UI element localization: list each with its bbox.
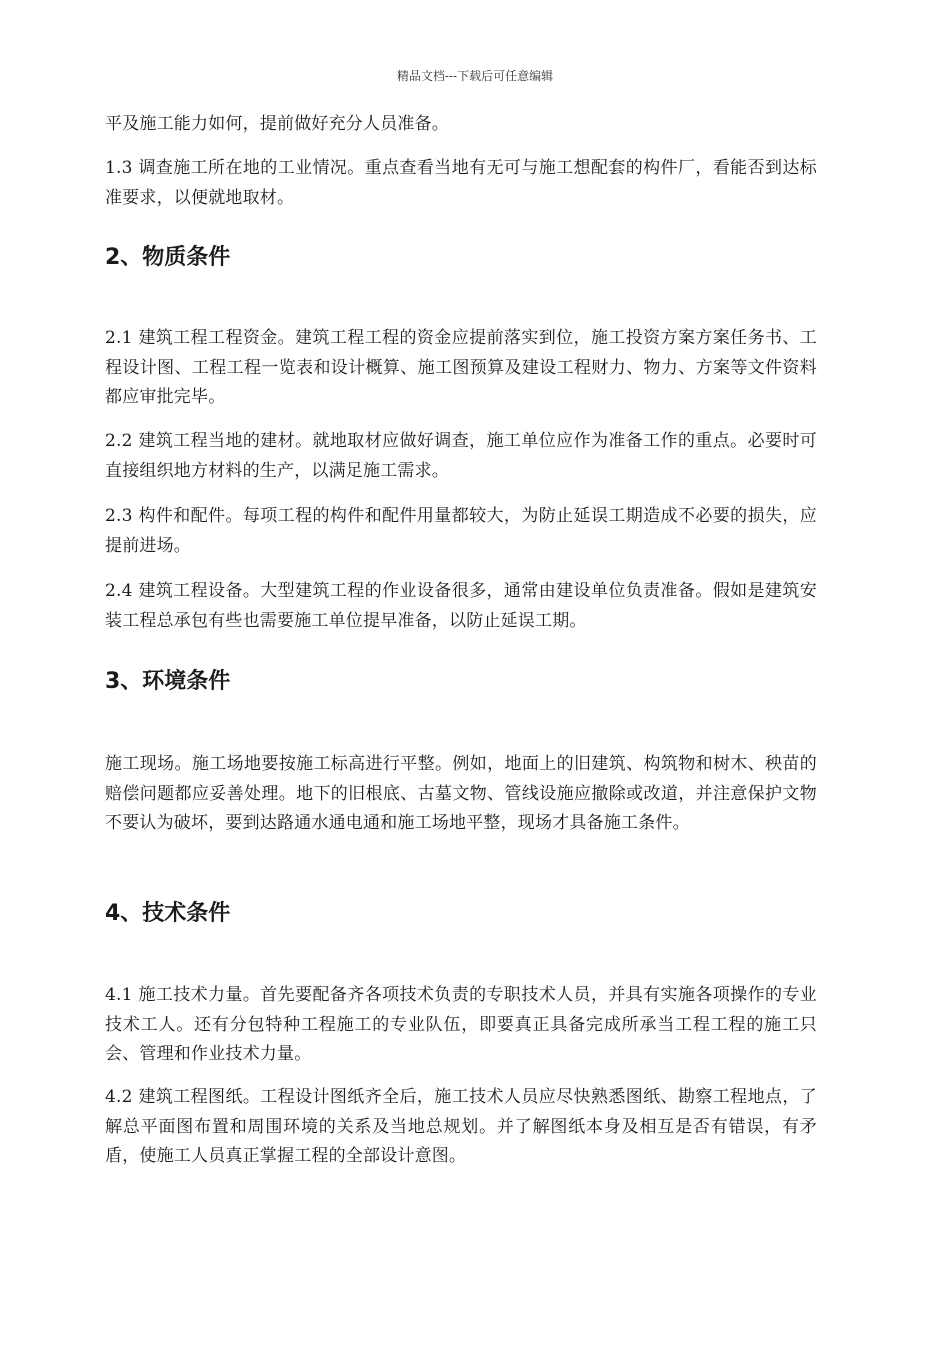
paragraph: 4.1 施工技术力量。首先要配备齐各项技术负责的专职技术人员，并具有实施各项操作的专业技术工人。还有分包特种工程施工的专业队伍，即要真正具备完成所承当工程工程的施工只会、管理和作业技术力量。 xyxy=(105,985,817,1064)
paragraph: 4.2 建筑工程图纸。工程设计图纸齐全后，施工技术人员应尽快熟悉图纸、勘察工程地点，了解总平面图布置和周围环境的关系及当地总规划。并了解图纸本身及相互是否有错误，有矛盾，使施工人员真正掌握工程的全部设计意图。 xyxy=(105,1087,817,1166)
paragraph: 平及施工能力如何，提前做好充分人员准备。 xyxy=(105,114,449,134)
section-heading: 2、物质条件 xyxy=(105,245,231,270)
page-header: 精品文档---下载后可任意编辑 xyxy=(396,69,554,83)
paragraph: 2.2 建筑工程当地的建材。就地取材应做好调查，施工单位应作为准备工作的重点。必要时可直接组织地方材料的生产，以满足施工需求。 xyxy=(105,431,817,481)
paragraph: 1.3 调查施工所在地的工业情况。重点查看当地有无可与施工想配套的构件厂，看能否到达标准要求，以便就地取材。 xyxy=(105,158,817,208)
paragraph: 施工现场。施工场地要按施工标高进行平整。例如，地面上的旧建筑、构筑物和树木、秧苗的赔偿问题都应妥善处理。地下的旧根底、古墓文物、管线设施应撤除或改道，并注意保护文物不要认为破坏，要到达路通水通电通和施工场地平整，现场才具备施工条件。 xyxy=(105,754,817,833)
paragraph: 2.3 构件和配件。每项工程的构件和配件用量都较大，为防止延误工期造成不必要的损失，应提前进场。 xyxy=(105,506,817,556)
paragraph: 2.4 建筑工程设备。大型建筑工程的作业设备很多，通常由建设单位负责准备。假如是建筑安装工程总承包有些也需要施工单位提早准备，以防止延误工期。 xyxy=(105,581,817,631)
paragraph: 2.1 建筑工程工程资金。建筑工程工程的资金应提前落实到位，施工投资方案方案任务书、工程设计图、工程工程一览表和设计概算、施工图预算及建设工程财力、物力、方案等文件资料都应审批完毕。 xyxy=(105,328,817,407)
section-heading: 4、技术条件 xyxy=(105,901,231,926)
section-heading: 3、环境条件 xyxy=(105,669,231,694)
